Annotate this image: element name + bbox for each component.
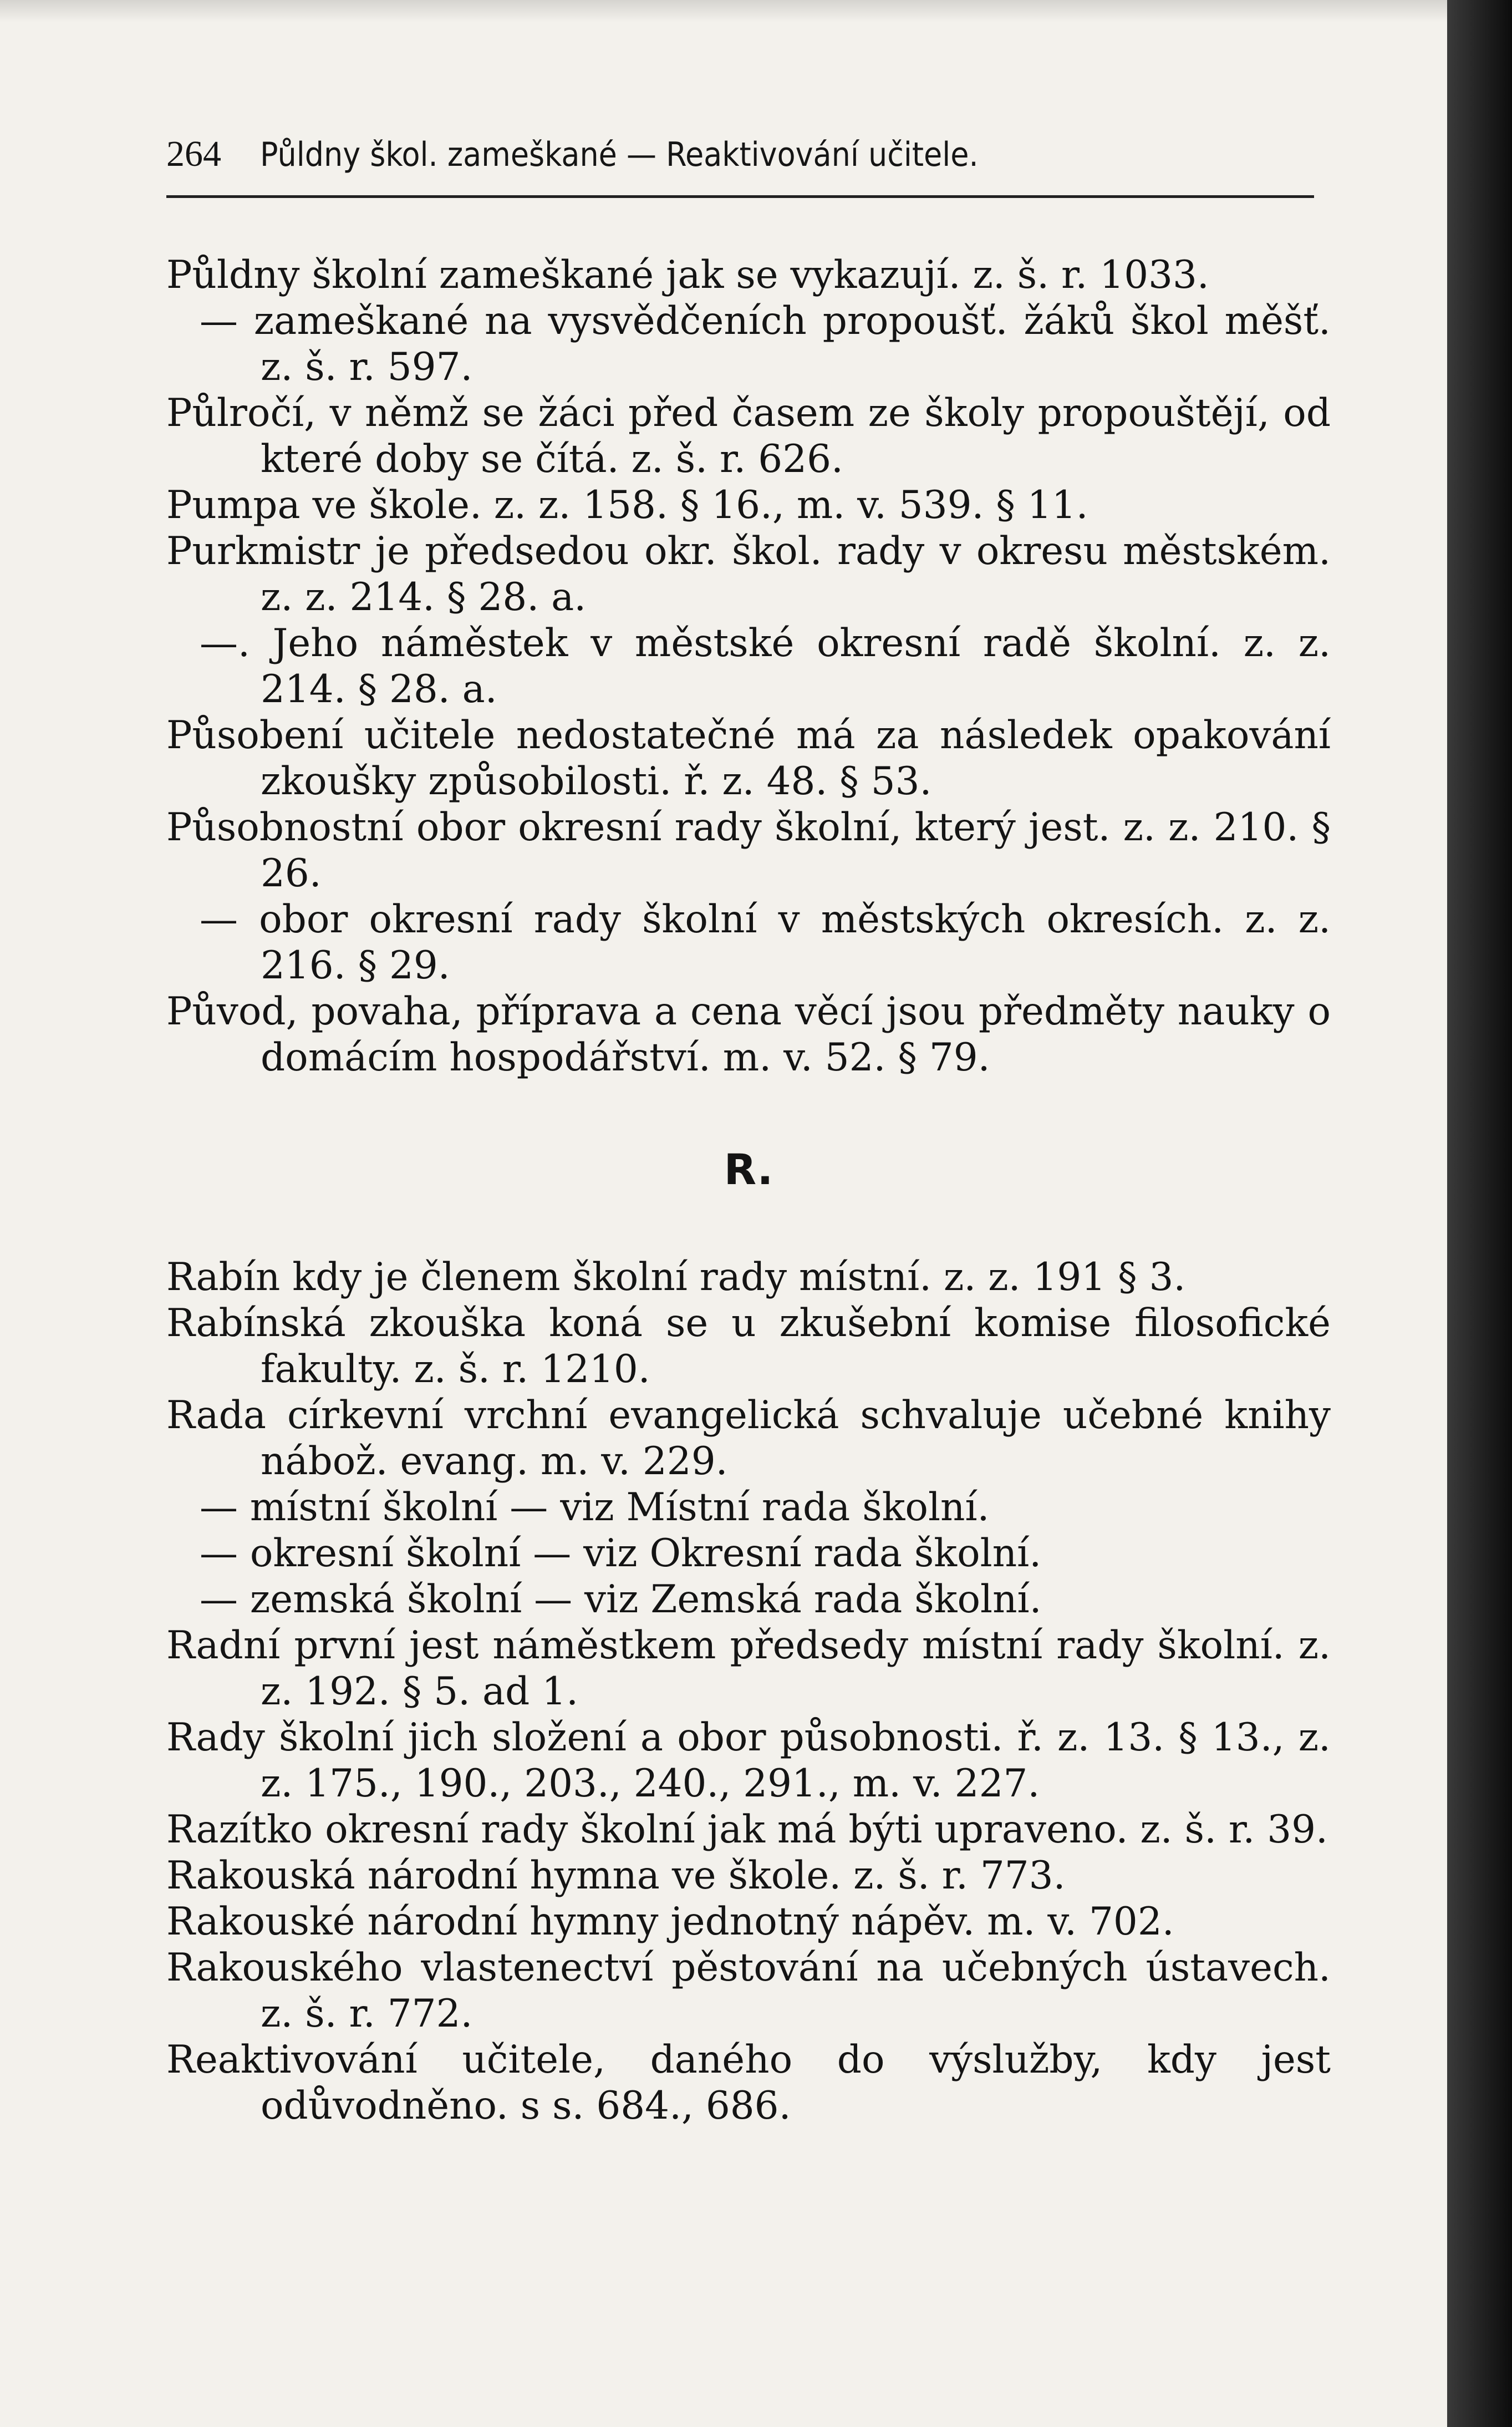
index-subentry: — zemská školní — viz Zemská rada školní. <box>200 1577 1042 1622</box>
index-subentry: — zameškané na vysvědčeních propoušť. žáků škol měšť. z. š. r. 597. <box>200 299 1331 389</box>
index-entry: Rakouská národní hymna ve škole. z. š. r. 773. <box>166 1854 1066 1898</box>
index-entry: Reaktivování učitele, daného do výslužby, kdy jest odůvodněno. s s. 684., 686. <box>166 2038 1331 2128</box>
index-entry: Razítko okresní rady školní jak má býti upraveno. z. š. r. 39. <box>166 1807 1328 1852</box>
index-entry: Původ, povaha, příprava a cena věcí jsou předměty nauky o domácím hospodářství. m. v. 52. § 79. <box>166 989 1331 1080</box>
section-letter-heading: R. <box>724 1145 773 1194</box>
index-subentry: —. Jeho náměstek v městské okresní radě školní. z. z. 214. § 28. a. <box>200 621 1331 712</box>
index-entry: Rada církevní vrchní evangelická schvaluje učebné knihy nábož. evang. m. v. 229. <box>166 1393 1331 1484</box>
index-entry: Rabín kdy je členem školní rady místní. z. z. 191 § 3. <box>166 1255 1186 1299</box>
index-subentry: — místní školní — viz Místní rada školní. <box>200 1485 990 1530</box>
page-top-shadow <box>0 0 1447 22</box>
index-entry: Rakouské národní hymny jednotný nápěv. m. v. 702. <box>166 1900 1174 1944</box>
page-number: 264 <box>166 134 221 174</box>
index-entry: Rabínská zkouška koná se u zkušební komise filosofické fakulty. z. š. r. 1210. <box>166 1301 1331 1392</box>
index-entry: Působení učitele nedostatečné má za následek opakování zkoušky způsobilosti. ř. z. 48. § 53. <box>166 713 1331 804</box>
index-entry: Rakouského vlastenectví pěstování na učebných ústavech. z. š. r. 772. <box>166 1946 1331 2036</box>
index-entry: Radní první jest náměstkem předsedy místní rady školní. z. z. 192. § 5. ad 1. <box>166 1623 1331 1714</box>
index-entry: Půlročí, v němž se žáci před časem ze školy propouštějí, od které doby se čítá. z. š. r. 626. <box>166 391 1331 481</box>
running-title: Půldny škol. zameškané — Reaktivování učitele. <box>260 135 979 174</box>
index-entry: Purkmistr je předsedou okr. škol. rady v okresu městském. z. z. 214. § 28. a. <box>166 529 1331 620</box>
index-entry: Rady školní jich složení a obor působnosti. ř. z. 13. § 13., z. z. 175., 190., 203., 240., 291., m. v. 227. <box>166 1715 1331 1806</box>
book-edge-shadow <box>1447 0 1512 2427</box>
header-rule <box>166 195 1314 198</box>
index-entry: Pumpa ve škole. z. z. 158. § 16., m. v. 539. § 11. <box>166 483 1088 527</box>
index-subentry: — obor okresní rady školní v městských okresích. z. z. 216. § 29. <box>200 897 1331 988</box>
index-entry: Půldny školní zameškané jak se vykazují. z. š. r. 1033. <box>166 253 1209 297</box>
index-subentry: — okresní školní — viz Okresní rada školní. <box>200 1531 1042 1576</box>
index-entries-p <box>166 252 1331 2129</box>
index-entry: Působnostní obor okresní rady školní, který jest. z. z. 210. § 26. <box>166 805 1331 896</box>
running-header <box>166 133 1325 175</box>
